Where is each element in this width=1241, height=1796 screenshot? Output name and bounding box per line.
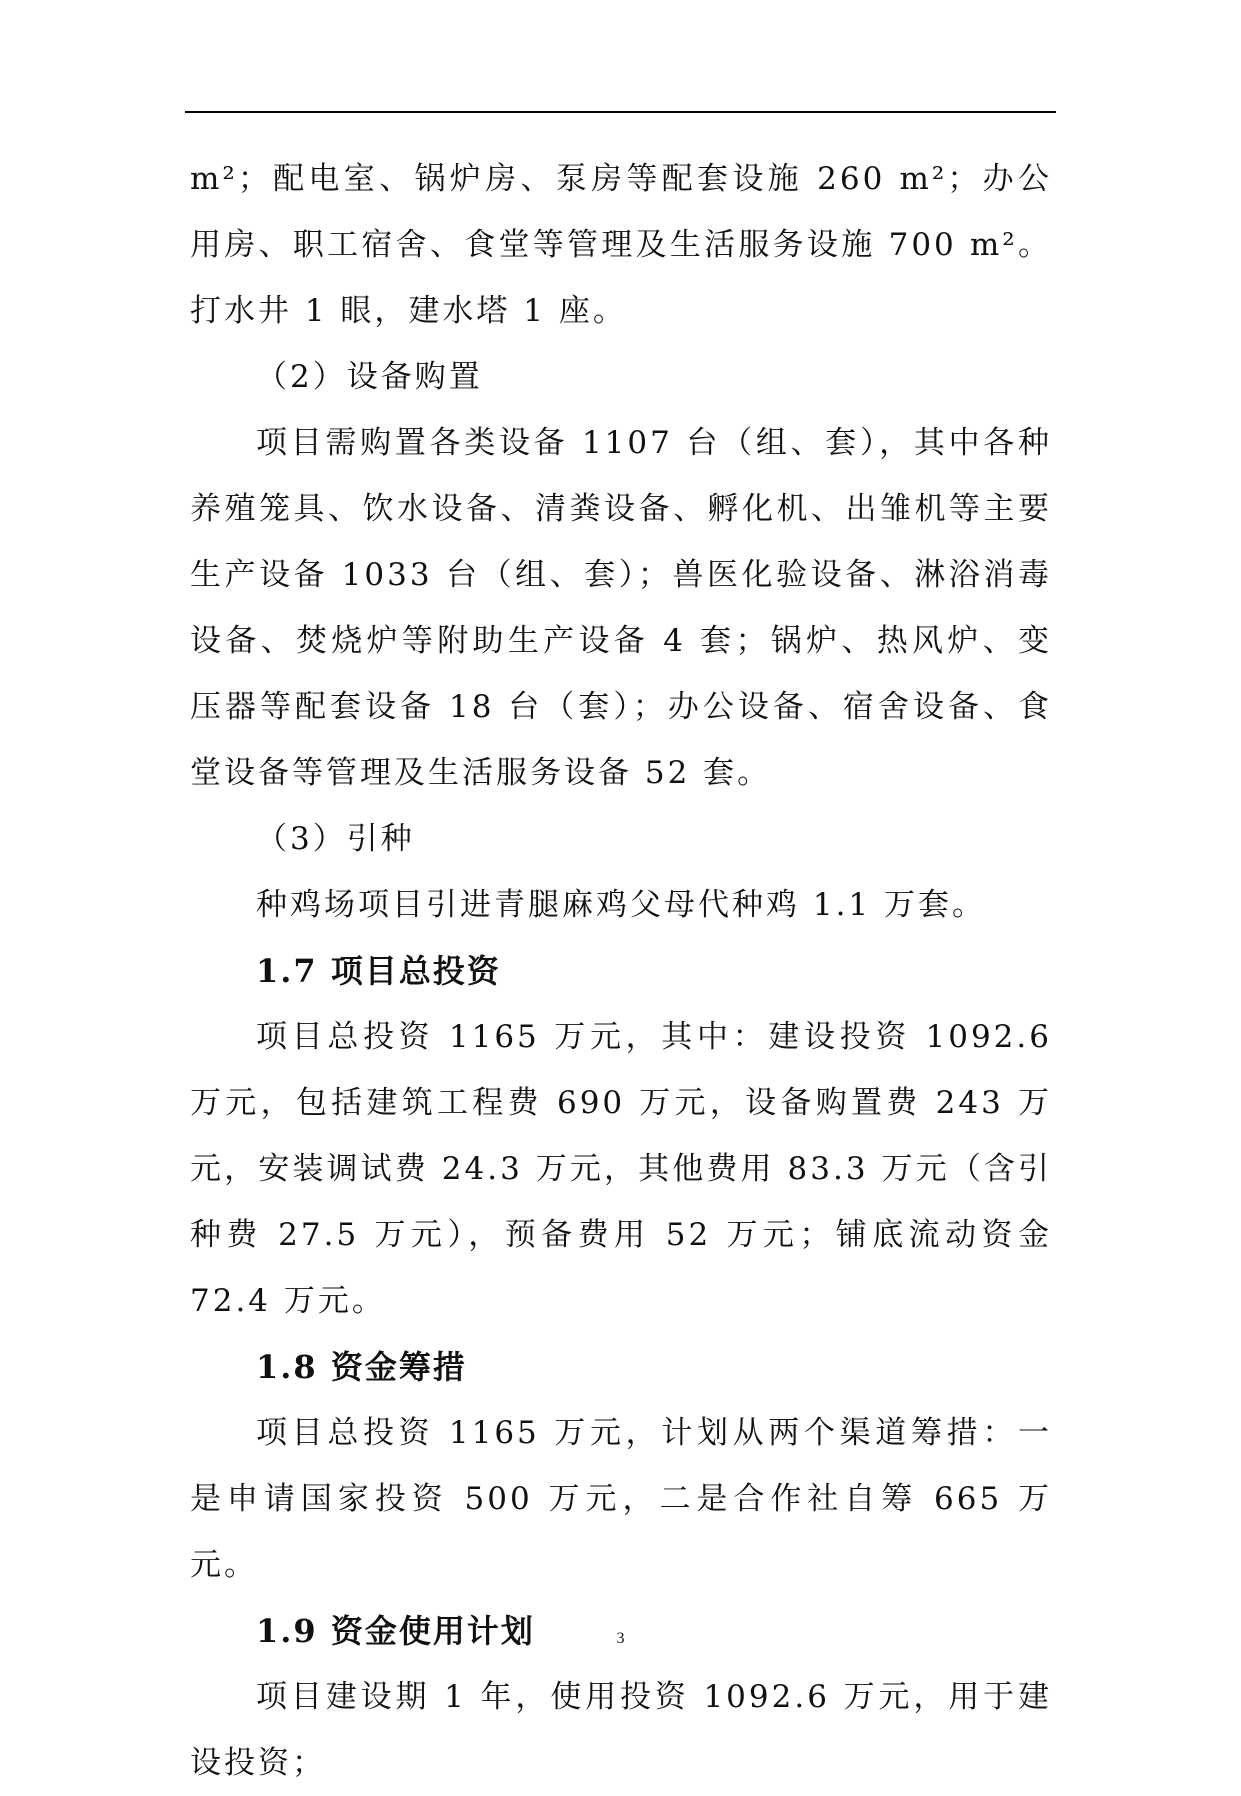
document-body — [190, 146, 1052, 1796]
page-number: 3 — [616, 1630, 625, 1647]
subheading-equipment-purchase: （2）设备购置 — [256, 359, 483, 395]
section-heading-fund-raising: 1.8 资金筹措 — [256, 1348, 467, 1386]
paragraph-facilities: m²；配电室、锅炉房、泵房等配套设施 260 m²；办公用房、职工宿舍、食堂等管理及生活服务设施 700 m²。打水井 1 眼，建水塔 1 座。 — [190, 161, 1052, 329]
paragraph-breed: 种鸡场项目引进青腿麻鸡父母代种鸡 1.1 万套。 — [256, 887, 987, 923]
section-heading-total-investment: 1.7 项目总投资 — [256, 952, 501, 990]
header-rule — [185, 111, 1056, 113]
paragraph-fund-raising: 项目总投资 1165 万元，计划从两个渠道筹措：一是申请国家投资 500 万元，二是合作社自筹 665 万元。 — [190, 1415, 1052, 1583]
paragraph-fund-use-plan: 项目建设期 1 年，使用投资 1092.6 万元，用于建设投资； — [190, 1679, 1052, 1781]
section-heading-fund-use-plan: 1.9 资金使用计划 — [256, 1612, 535, 1650]
subheading-breed-introduction: （3）引种 — [256, 821, 415, 857]
paragraph-equipment: 项目需购置各类设备 1107 台（组、套），其中各种养殖笼具、饮水设备、清粪设备、孵化机、出雏机等主要生产设备 1033 台（组、套）；兽医化验设备、淋浴消毒设备、焚烧炉等附助生产设备 4 套；锅炉、热风炉、变压器等配套设备 18 台（套）；办公设备、宿舍设备、食堂设备等管理及生活服务设备 52 套。 — [190, 425, 1052, 791]
paragraph-total-investment: 项目总投资 1165 万元，其中：建设投资 1092.6 万元，包括建筑工程费 690 万元，设备购置费 243 万元，安装调试费 24.3 万元，其他费用 83.3 万元（含引种费 27.5 万元），预备费用 52 万元；铺底流动资金 72.4 万元。 — [190, 1019, 1052, 1319]
